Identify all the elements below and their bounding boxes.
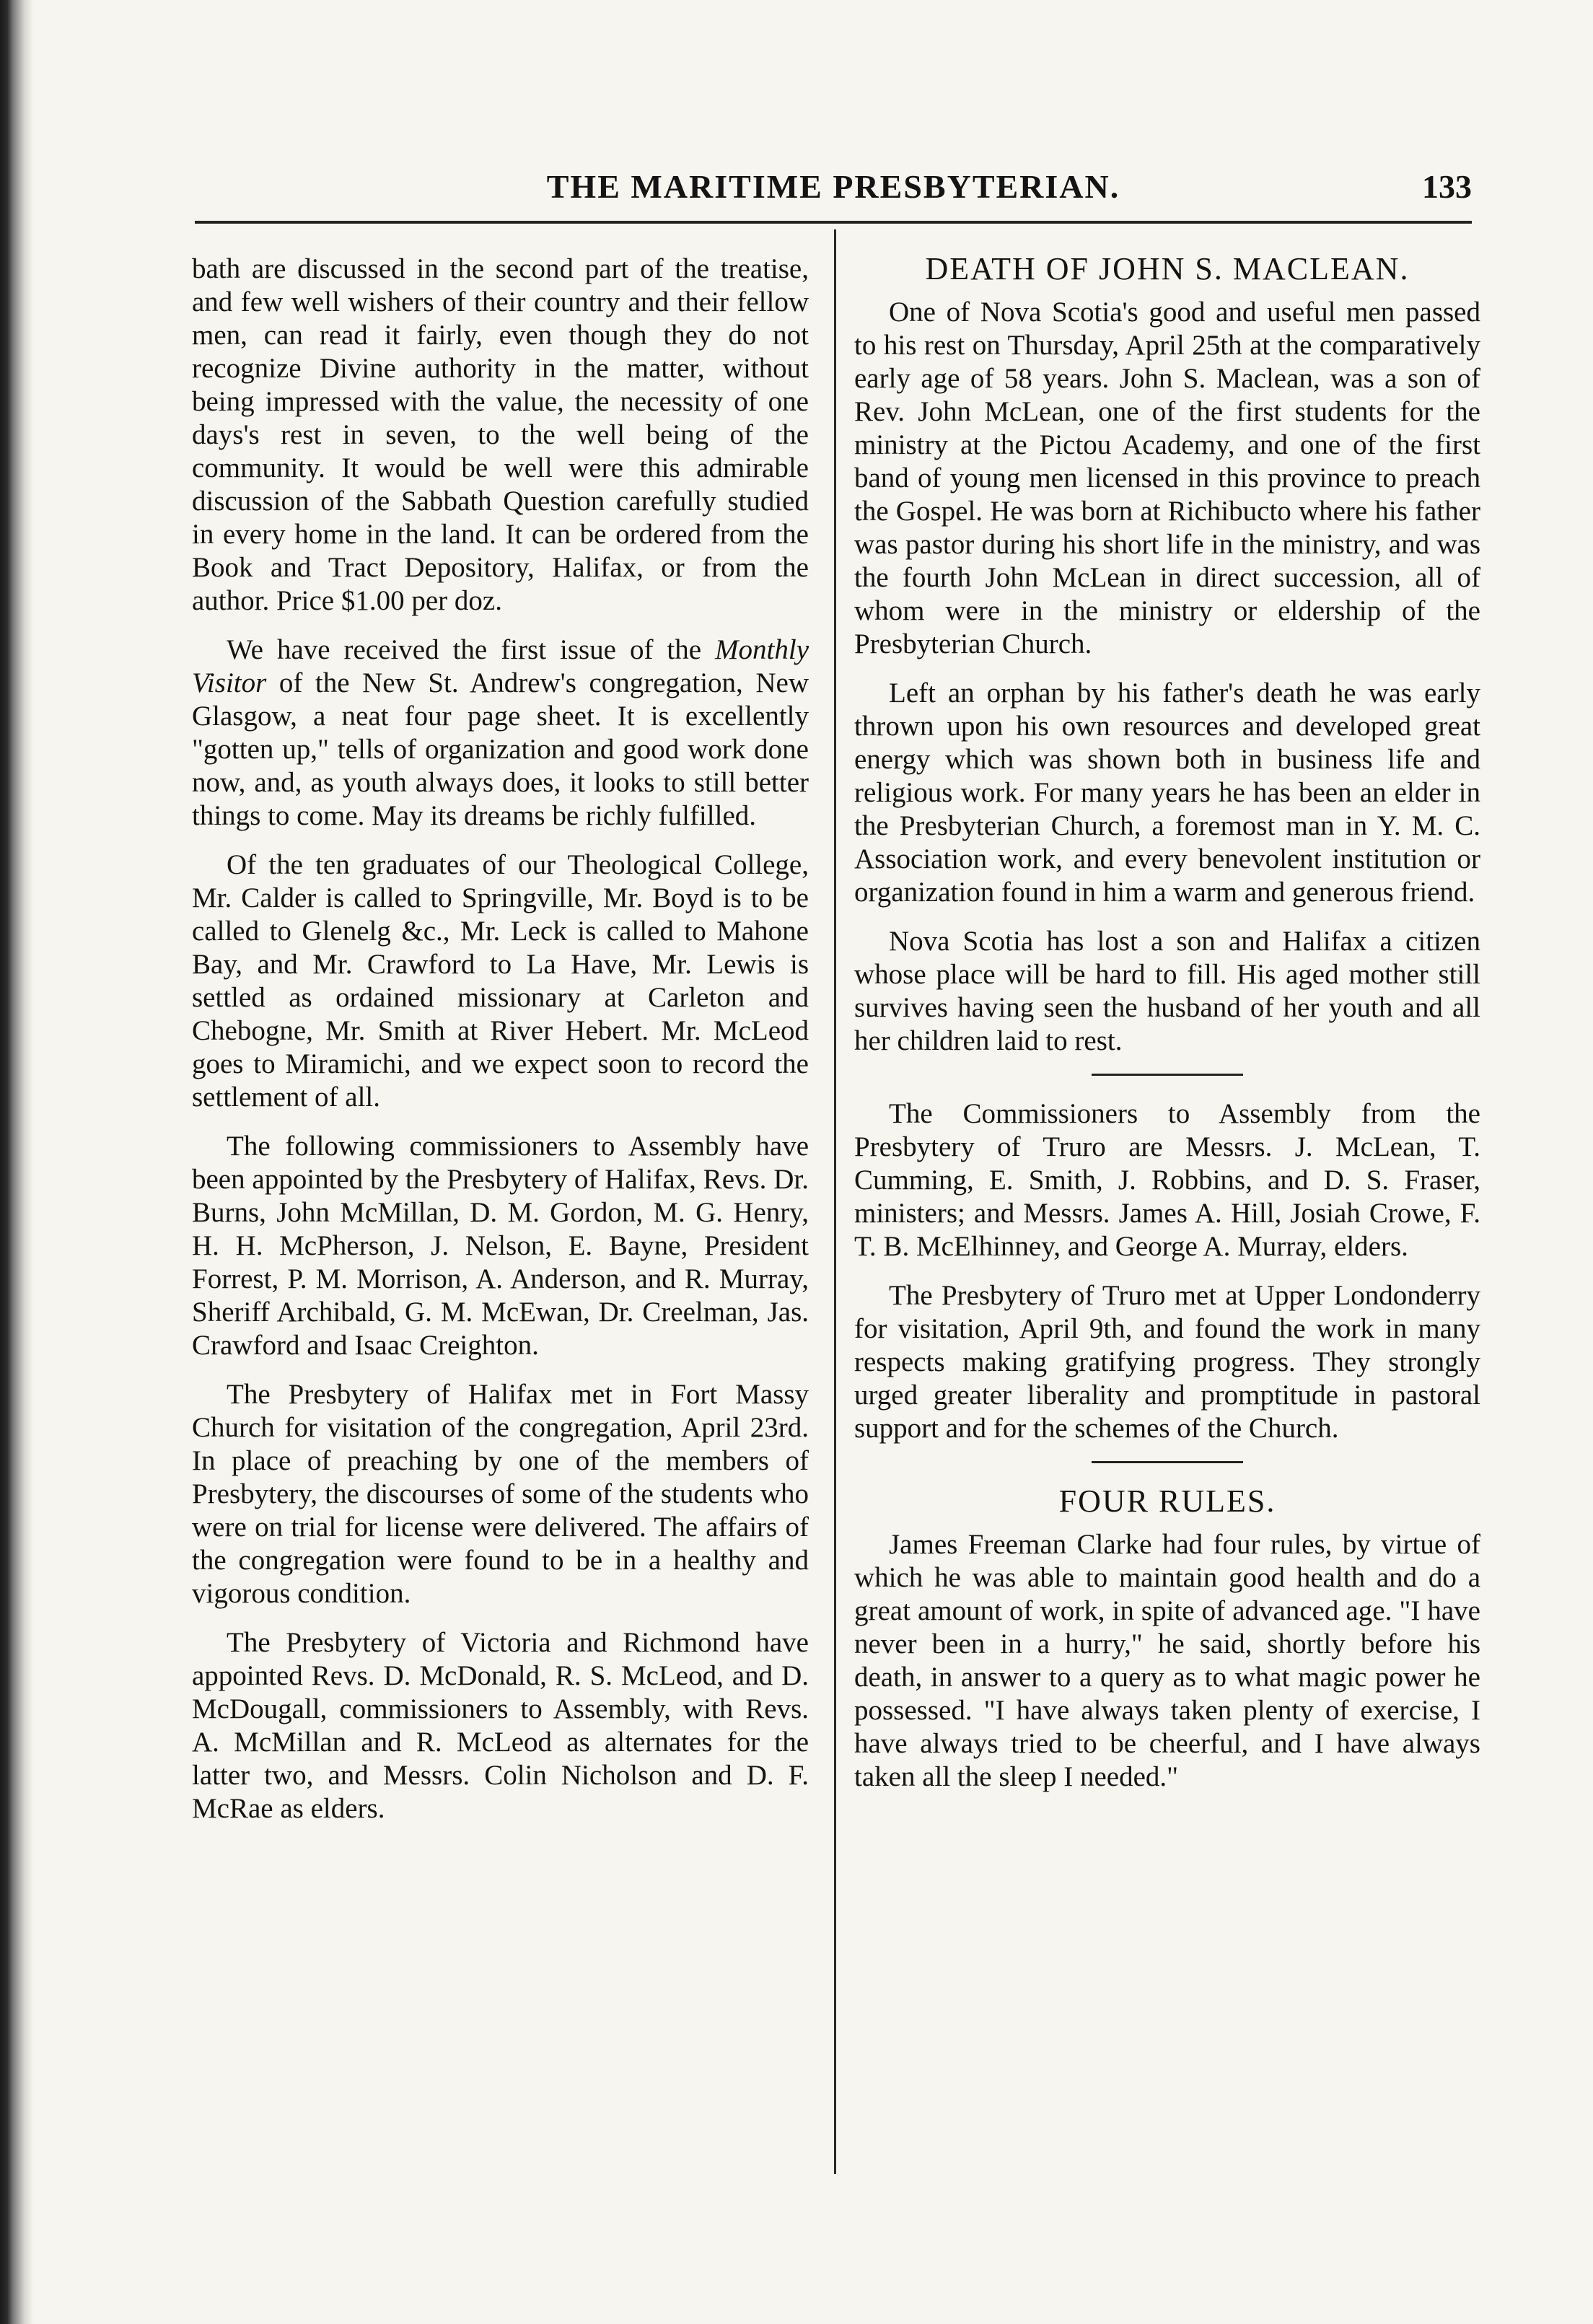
halifax-commissioners-paragraph: The following commissioners to Assembly have been appointed by the Presbytery of Halifax, Revs. Dr. Burns, John McMillan, D. M. Gordon, M. G. Henry, H. H. McPherson, J. Nelson, E. Bayne, President Forrest, P. M. Morrison, A. Anderson, and R. Murray, Sheriff Archibald, G. M. McEwan, Dr. Creelman, Jas. Crawford and Isaac Creighton. (192, 1131, 809, 1361)
page-header (195, 167, 1472, 211)
victoria-richmond-paragraph: The Presbytery of Victoria and Richmond have appointed Revs. D. McDonald, R. S. McLeod, and D. McDougall, commissioners to Assembly, with Revs. A. McMillan and R. McLeod as alternates for the latter two, and Messrs. Colin Nicholson and D. F. McRae as elders. (192, 1627, 809, 1824)
running-title: THE MARITIME PRESBYTERIAN. (546, 168, 1120, 205)
header-rule (195, 221, 1472, 224)
monthly-visitor-title: Monthly Visitor (192, 634, 809, 698)
truro-visitation-paragraph: The Presbytery of Truro met at Upper Londonderry for visitation, April 9th, and found the work in many respects making gratifying progress. They strongly urged greater liberality and promptitude in pastoral support and for the schemes of the Church. (854, 1280, 1480, 1444)
graduates-paragraph: Of the ten graduates of our Theological College, Mr. Calder is called to Springville, Mr. Boyd is to be called to Glenelg &c., Mr. Leck is called to Mahone Bay, and Mr. Crawford to La Have, Mr. Lewis is settled as ordained missionary at Carleton and Chebogne, Mr. Smith at River Hebert. Mr. McLeod goes to Miramichi, and we expect soon to record the settlement of all. (192, 849, 809, 1113)
page-binding-edge (0, 0, 33, 2324)
truro-commissioners-paragraph: The Commissioners to Assembly from the Presbytery of Truro are Messrs. J. McLean, T. Cumming, E. Smith, J. Robbins, and D. S. Fraser, ministers; and Messrs. James A. Hill, Josiah Crowe, F. T. B. McElhinney, and George A. Murray, elders. (854, 1098, 1480, 1262)
death-paragraph-1: One of Nova Scotia's good and useful men passed to his rest on Thursday, April 25th at the comparatively early age of 58 years. John S. Maclean, was a son of Rev. John McLean, one of the first students for the ministry at the Pictou Academy, and one of the first band of young men licensed in this province to preach the Gospel. He was born at Richibucto where his father was pastor during his short life in the ministry, and was the fourth John McLean in direct succession, all of whom were in the ministry or eldership of the Presbyterian Church. (854, 297, 1480, 659)
four-rules-title: FOUR RULES. (1058, 1483, 1276, 1519)
monthly-visitor-text-a: We have received the first issue of the (227, 634, 716, 665)
monthly-visitor-text-b: of the New St. Andrew's congregation, New Glasgow, a neat four page sheet. It is excellently "gotten up," tells of organization and good work done now, and, as youth always does, it looks to still better things to come. May its dreams be richly fulfilled. (192, 667, 809, 831)
page-number: 133 (1422, 168, 1472, 205)
section-divider-rule (1092, 1461, 1243, 1463)
four-rules-paragraph: James Freeman Clarke had four rules, by virtue of which he was able to maintain good health and do a great amount of work, in spite of advanced age. "I have never been in a hurry," he said, shortly before his death, in answer to a query as to what magic power he possessed. "I have always taken plenty of exercise, I have always tried to be cheerful, and I have always taken all the sleep I needed." (854, 1529, 1480, 1792)
column-divider (834, 229, 836, 2174)
sabbath-question-paragraph: bath are discussed in the second part of the treatise, and few well wishers of their country and their fellow men, can read it fairly, even though they do not recognize Divine authority in the matter, without being impressed with the value, the necessity of one days's rest in seven, to the well being of the community. It would be well were this admirable discussion of the Sabbath Question carefully studied in every home in the land. It can be ordered from the Book and Tract Depository, Halifax, or from the author. Price $1.00 per doz. (192, 253, 809, 616)
left-column (192, 253, 809, 1841)
death-paragraph-2: Left an orphan by his father's death he was early thrown upon his own resources and developed great energy which was shown both in business life and religious work. For many years he has been an elder in the Presbyterian Church, a foremost man in Y. M. C. Association work, and every benevolent institution or organization found in him a warm and generous friend. (854, 678, 1480, 908)
death-paragraph-3: Nova Scotia has lost a son and Halifax a citizen whose place will be hard to fill. His aged mother still survives having seen the husband of her youth and all her children laid to rest. (854, 926, 1480, 1056)
section-divider-rule (1092, 1074, 1243, 1076)
monthly-visitor-paragraph (192, 633, 809, 833)
halifax-visitation-paragraph: The Presbytery of Halifax met in Fort Massy Church for visitation of the congregation, April 23rd. In place of preaching by one of the members of Presbytery, the discourses of some of the students who were on trial for license were delivered. The affairs of the congregation were found to be in a healthy and vigorous condition. (192, 1379, 809, 1609)
death-article-title: DEATH OF JOHN S. MACLEAN. (925, 251, 1410, 286)
right-column (854, 253, 1480, 1810)
